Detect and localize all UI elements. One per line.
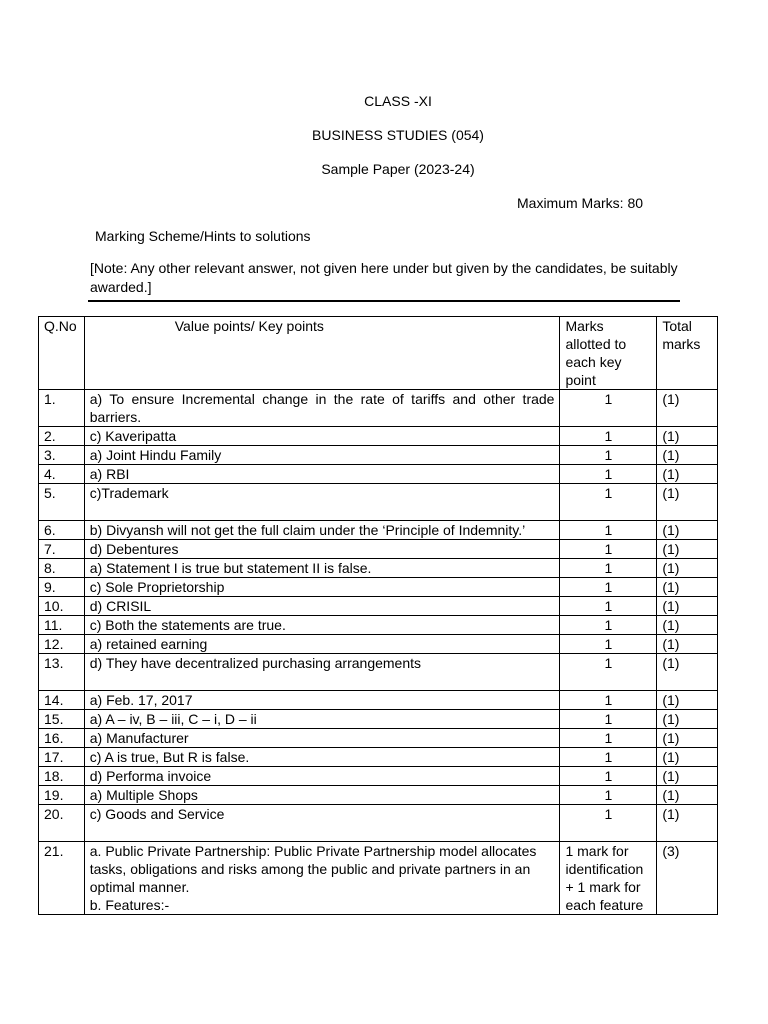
table-row [39, 540, 718, 559]
marking-scheme-table [38, 316, 718, 915]
marks-allotted: 1 [560, 710, 657, 729]
question-number: 18. [39, 767, 85, 786]
question-number: 3. [39, 446, 85, 465]
table-row [39, 597, 718, 616]
key-point: a) To ensure Incremental change in the rate of tariffs and other trade barriers. [84, 390, 560, 427]
key-point: a) Joint Hindu Family [84, 446, 560, 465]
key-point: a) Statement I is true but statement II is false. [84, 559, 560, 578]
question-number: 20. [39, 805, 85, 842]
total-marks: (1) [657, 654, 718, 691]
marks-allotted: 1 [560, 597, 657, 616]
table-row [39, 729, 718, 748]
table-row [39, 390, 718, 427]
total-marks: (1) [657, 786, 718, 805]
question-number: 19. [39, 786, 85, 805]
marks-allotted: 1 [560, 729, 657, 748]
maximum-marks: Maximum Marks: 80 [517, 195, 644, 211]
table-row [39, 578, 718, 597]
total-marks: (1) [657, 521, 718, 540]
table-row [39, 446, 718, 465]
key-point: d) They have decentralized purchasing arrangements [84, 654, 560, 691]
marks-allotted: 1 [560, 616, 657, 635]
question-number: 10. [39, 597, 85, 616]
total-marks: (1) [657, 559, 718, 578]
note-text: [Note: Any other relevant answer, not given here under but given by the candidates, be suitably awarded.] [90, 260, 678, 295]
table-row [39, 465, 718, 484]
question-number: 17. [39, 748, 85, 767]
header-total-marks: Total marks [657, 317, 718, 390]
table-row [39, 710, 718, 729]
table-row [39, 748, 718, 767]
table-row [39, 521, 718, 540]
question-number: 9. [39, 578, 85, 597]
question-number: 4. [39, 465, 85, 484]
key-point [84, 842, 560, 915]
marks-allotted: 1 [560, 635, 657, 654]
total-marks: (1) [657, 597, 718, 616]
question-number: 12. [39, 635, 85, 654]
key-point: d) Performa invoice [84, 767, 560, 786]
marks-allotted: 1 mark for identification + 1 mark for each feature [560, 842, 657, 915]
total-marks: (1) [657, 710, 718, 729]
total-marks: (1) [657, 465, 718, 484]
marks-allotted: 1 [560, 767, 657, 786]
key-point-line: b. Features:- [89, 897, 170, 913]
paper-heading: Sample Paper (2023-24) [321, 161, 475, 177]
marks-allotted: 1 [560, 446, 657, 465]
question-number: 6. [39, 521, 85, 540]
total-marks: (1) [657, 578, 718, 597]
question-number: 1. [39, 390, 85, 427]
total-marks: (1) [657, 635, 718, 654]
key-point: a) Multiple Shops [84, 786, 560, 805]
total-marks: (1) [657, 691, 718, 710]
marks-allotted: 1 [560, 540, 657, 559]
key-point: a) A – iv, B – iii, C – i, D – ii [84, 710, 560, 729]
total-marks: (1) [657, 446, 718, 465]
key-point: c)Trademark [84, 484, 560, 521]
marking-scheme-title: Marking Scheme/Hints to solutions [95, 228, 311, 244]
marks-allotted: 1 [560, 578, 657, 597]
table-row [39, 842, 718, 915]
marks-allotted: 1 [560, 484, 657, 521]
key-point: b) Divyansh will not get the full claim under the ‘Principle of Indemnity.’ [84, 521, 560, 540]
table-row [39, 427, 718, 446]
header-qno: Q.No [39, 317, 85, 390]
question-number: 16. [39, 729, 85, 748]
total-marks: (1) [657, 484, 718, 521]
key-point-line: a. Public Private Partnership: Public Private Partnership model allocates tasks, obligations and risks among the public and private partners in an optimal manner. [89, 843, 537, 895]
marks-allotted: 1 [560, 805, 657, 842]
marks-allotted: 1 [560, 691, 657, 710]
marks-allotted: 1 [560, 521, 657, 540]
question-number: 13. [39, 654, 85, 691]
question-number: 14. [39, 691, 85, 710]
total-marks: (1) [657, 427, 718, 446]
key-point: c) Goods and Service [84, 805, 560, 842]
key-point: c) A is true, But R is false. [84, 748, 560, 767]
key-point: c) Kaveripatta [84, 427, 560, 446]
table-row [39, 767, 718, 786]
table-row [39, 691, 718, 710]
table-row [39, 559, 718, 578]
question-number: 21. [39, 842, 85, 915]
note-divider [88, 300, 680, 302]
table-row [39, 484, 718, 521]
key-point: c) Sole Proprietorship [84, 578, 560, 597]
question-number: 5. [39, 484, 85, 521]
table-row [39, 786, 718, 805]
key-point: a) Manufacturer [84, 729, 560, 748]
table-row [39, 654, 718, 691]
total-marks: (1) [657, 748, 718, 767]
key-point: d) CRISIL [84, 597, 560, 616]
question-number: 11. [39, 616, 85, 635]
key-point: a) retained earning [84, 635, 560, 654]
marks-allotted: 1 [560, 654, 657, 691]
marks-allotted: 1 [560, 748, 657, 767]
table-header-row [39, 317, 718, 390]
marks-allotted: 1 [560, 465, 657, 484]
header-marks-allotted: Marks allotted to each key point [560, 317, 657, 390]
total-marks: (1) [657, 540, 718, 559]
table-row [39, 805, 718, 842]
key-point: a) Feb. 17, 2017 [84, 691, 560, 710]
total-marks: (1) [657, 767, 718, 786]
question-number: 7. [39, 540, 85, 559]
question-number: 2. [39, 427, 85, 446]
question-number: 15. [39, 710, 85, 729]
total-marks: (1) [657, 729, 718, 748]
question-number: 8. [39, 559, 85, 578]
table-row [39, 616, 718, 635]
key-point: a) RBI [84, 465, 560, 484]
total-marks: (3) [657, 842, 718, 915]
total-marks: (1) [657, 390, 718, 427]
marks-allotted: 1 [560, 390, 657, 427]
subject-heading: BUSINESS STUDIES (054) [312, 127, 484, 143]
marks-allotted: 1 [560, 786, 657, 805]
table-row [39, 635, 718, 654]
marks-allotted: 1 [560, 559, 657, 578]
marks-allotted: 1 [560, 427, 657, 446]
key-point: d) Debentures [84, 540, 560, 559]
header-value-points: Value points/ Key points [84, 317, 560, 390]
total-marks: (1) [657, 616, 718, 635]
class-heading: CLASS -XI [364, 93, 432, 109]
total-marks: (1) [657, 805, 718, 842]
key-point: c) Both the statements are true. [84, 616, 560, 635]
